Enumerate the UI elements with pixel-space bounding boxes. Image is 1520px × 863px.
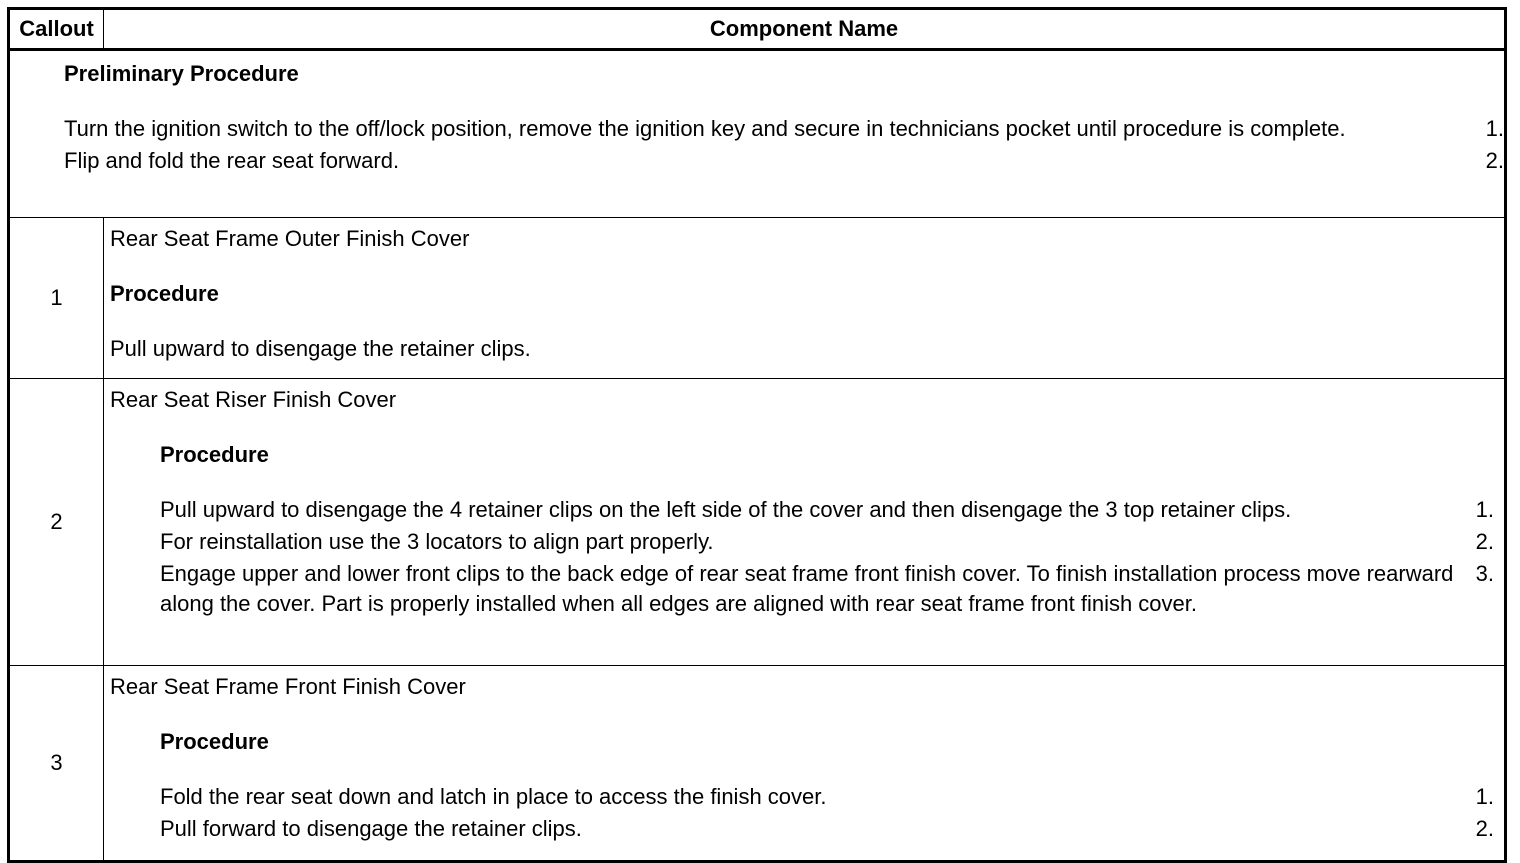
step-text: Engage upper and lower front clips to the back edge of rear seat frame front finish cover. To finish installation process move rearward along the cover. Part is properly installed when all edges are aligned with rear seat frame front finish cover.	[160, 561, 1454, 616]
step-text: Flip and fold the rear seat forward.	[64, 148, 400, 173]
column-header-component-name: Component Name	[104, 9, 1506, 50]
table-row	[9, 218, 1506, 379]
step-text: Turn the ignition switch to the off/lock position, remove the ignition key and secure in technicians pocket until procedure is complete.	[64, 116, 1346, 141]
procedure-text: Pull upward to disengage the retainer clips.	[110, 336, 531, 361]
callout-number: 3	[9, 666, 104, 862]
table-header-row	[9, 9, 1506, 50]
step-text: Pull forward to disengage the retainer clips.	[160, 816, 582, 841]
step-number: 1.	[1485, 116, 1504, 141]
step-number: 2.	[1475, 816, 1494, 841]
preliminary-title: Preliminary Procedure	[64, 61, 299, 86]
step-number: 1.	[1475, 497, 1494, 522]
preliminary-cell	[9, 50, 1506, 218]
callout-number: 1	[9, 218, 104, 379]
component-table	[7, 7, 1507, 863]
component-name: Rear Seat Riser Finish Cover	[110, 387, 397, 412]
procedure-steps	[110, 782, 1494, 844]
step-number: 2.	[1475, 529, 1494, 554]
step-text: Fold the rear seat down and latch in place to access the finish cover.	[160, 784, 827, 809]
table-row	[9, 666, 1506, 862]
table-row	[9, 379, 1506, 666]
component-cell	[104, 666, 1506, 862]
preliminary-row	[9, 50, 1506, 218]
procedure-heading: Procedure	[110, 281, 219, 306]
list-item	[110, 527, 1494, 557]
column-header-callout: Callout	[9, 9, 104, 50]
callout-number: 2	[9, 379, 104, 666]
procedure-steps	[110, 495, 1494, 619]
list-item	[110, 495, 1494, 525]
step-number: 2.	[1485, 148, 1504, 173]
component-cell	[104, 379, 1506, 666]
list-item	[110, 782, 1494, 812]
component-name: Rear Seat Frame Front Finish Cover	[110, 674, 466, 699]
list-item	[110, 814, 1494, 844]
list-item	[10, 146, 1504, 176]
procedure-heading: Procedure	[160, 729, 269, 754]
component-cell	[104, 218, 1506, 379]
step-text: For reinstallation use the 3 locators to align part properly.	[160, 529, 714, 554]
procedure-heading: Procedure	[160, 442, 269, 467]
step-text: Pull upward to disengage the 4 retainer clips on the left side of the cover and then disengage the 3 top retainer clips.	[160, 497, 1292, 522]
component-name: Rear Seat Frame Outer Finish Cover	[110, 226, 470, 251]
list-item	[110, 559, 1494, 619]
preliminary-steps	[10, 114, 1504, 176]
step-number: 1.	[1475, 784, 1494, 809]
list-item	[10, 114, 1504, 144]
step-number: 3.	[1475, 561, 1494, 586]
